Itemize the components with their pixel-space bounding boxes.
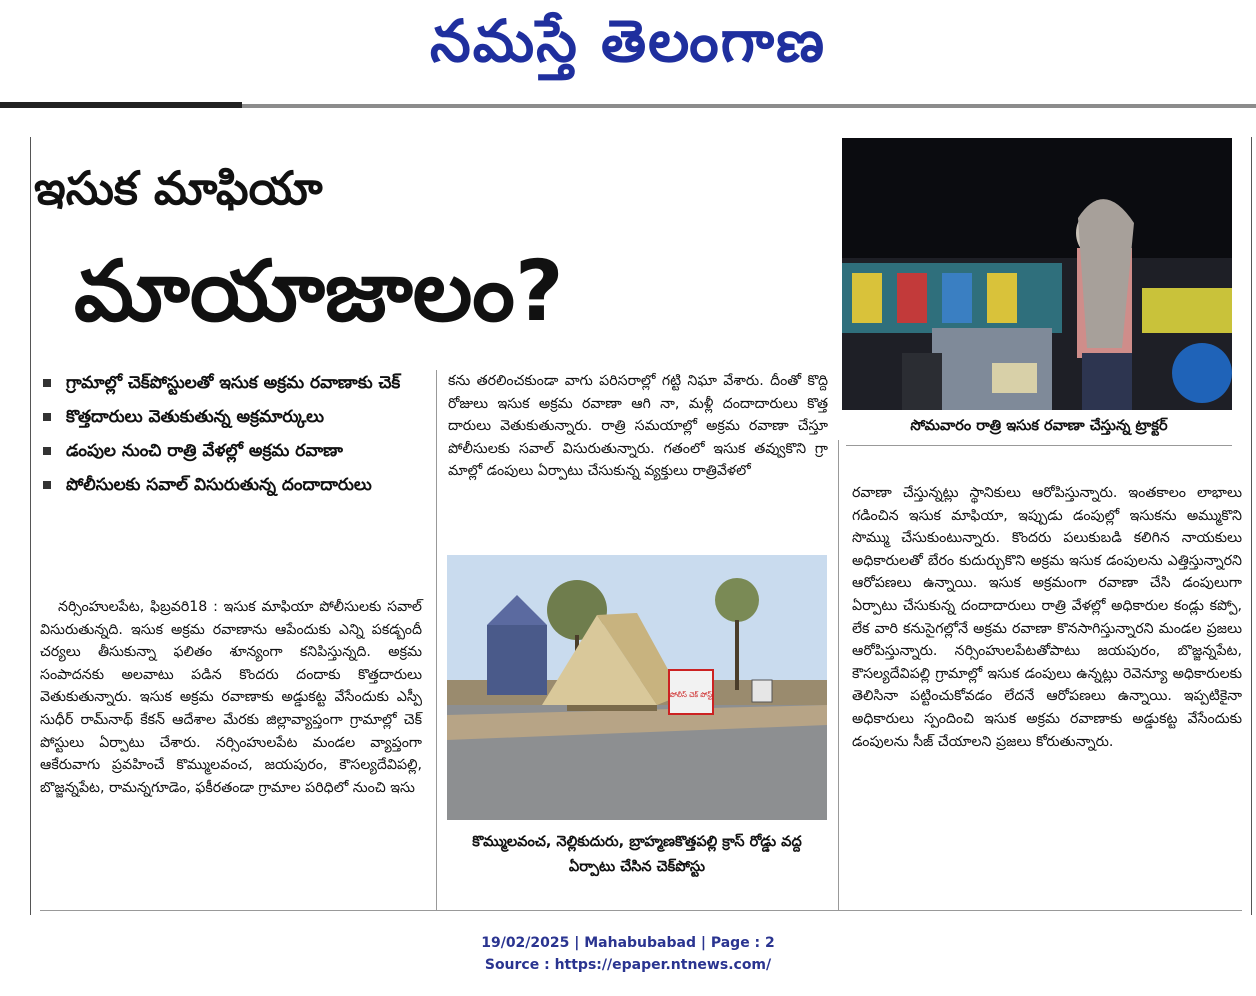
article-column-3 <box>852 482 1242 753</box>
tractor-illustration <box>842 138 1232 410</box>
checkpost-photo <box>447 555 827 820</box>
checkpost-photo-caption: కొమ్ములవంచ, నెల్లికుదురు, బ్రాహ్మణకొత్తపల్లి క్రాస్ రోడ్డు వద్ద ఏర్పాటు చేసిన చెక్‌పోస్టు <box>472 834 802 875</box>
tractor-photo-caption: సోమవారం రాత్రి ఇసుక రవాణా చేస్తున్న ట్రాక్టర్ <box>846 414 1232 446</box>
checkpost-illustration <box>447 555 827 820</box>
column-3-text: రవాణా చేస్తున్నట్లు స్థానికులు ఆరోపిస్తున్నారు. ఇంతకాలం లాభాలు గడించిన ఇసుక మాఫియా, ఇప్పుడు డంపుల్లో ఇసుకను అమ్ముకొని సొమ్ము చేసుకుంటున్నారు. కొందరు పలుకుబడి కలిగిన నాయకులు అధికారులతో బేరం కుదుర్చుకొని అక్రమ ఇసుక డంపులను ఎత్తిస్తున్నారని ఆరోపణలు ఉన్నాయి. ఇసుక అక్రమంగా రవాణా చేసి డంపులుగా ఏర్పాటు చేసుకున్న దందాదారులు రాత్రి వేళల్లో అధికారుల కండ్లు కప్పో, లేక వారి కనుసైగల్లోనే అక్రమ రవాణా కొనసాగిస్తున్నారని మండల ప్రజలు ఆరోపిస్తున్నారు. నర్సింహులపేటతోపాటు జయపురం, బొజ్జన్నపేట, కౌసల్యదేవిపల్లి గ్రామాల్లో ఇసుక డంపులు ఉన్నట్లు రెవెన్యూ అధికారులకు తెలిసినా పట్టించుకోవడం లేదనే ఆరోపణలు ఉన్నాయి. ఇప్పటికైనా అధికారులు స్పందించి ఇసుక అక్రమ రవాణాకు అడ్డుకట్ట వేసేందుకు డంపులను సీజ్ చేయాలని ప్రజలు కోరుతున్నారు. <box>852 485 1242 750</box>
column-divider <box>436 370 437 910</box>
article-column-1 <box>40 596 422 799</box>
column-divider <box>838 440 839 910</box>
article-column-2 <box>448 370 828 483</box>
bullet-item: డంపుల నుంచి రాత్రి వేళల్లో అక్రమ రవాణా <box>40 434 420 468</box>
article-headline: మాయాజాలం? <box>74 242 564 340</box>
tractor-photo <box>842 138 1232 410</box>
masthead-rule-gray <box>242 104 1256 108</box>
bullet-item: పోలీసులకు సవాల్ విసురుతున్న దందాదారులు <box>40 468 420 502</box>
checkpost-sign-text: పోలీస్ చెక్ పోస్ట్ <box>669 691 713 699</box>
column-2-text: కను తరలించకుండా వాగు పరిసరాల్లో గట్టి నిఘా వేశారు. దీంతో కొద్ది రోజులు ఇసుక అక్రమ రవాణా ఆగి నా, మళ్లీ దందాదారులు కొత్త దారులు వెతుకుతున్నారు. రాత్రి సమయాల్లో అక్రమ రవాణా చేస్తూ పోలీసులకు సవాల్ విసురుతున్నారు. గతంలో ఇసుక తవ్వుకొని గ్రా మాల్లో డంపులు ఏర్పాటు చేసుకున్న వ్యక్తులు రాత్రివేళలో <box>448 373 828 480</box>
article-kicker: ఇసుక మాఫియా <box>34 161 323 215</box>
bottom-rule <box>40 910 1242 911</box>
masthead-rule-dark <box>0 102 242 108</box>
column-1-text: నర్సింహులపేట, ఫిబ్రవరి18 : ఇసుక మాఫియా పోలీసులకు సవాల్ విసురుతున్నది. ఇసుక అక్రమ రవాణాను ఆపేందుకు ఎన్ని పకడ్బందీ చర్యలు తీసుకున్నా ఫలితం శూన్యంగా కనిపిస్తున్నది. అక్రమ సంపాదనకు అలవాటు పడిన కొందరు దందాకు కొత్తదారులు వెతుకుతున్నారు. ఇసుక అక్రమ రవాణాకు అడ్డుకట్ట వేసేందుకు ఎస్పీ సుధీర్ రామ్‌నాథ్ కేకన్ ఆదేశాల మేరకు జిల్లావ్యాప్తంగా గ్రామాల్లో చెక్ పోస్టులు ఏర్పాటు చేశారు. నర్సింహులపేట మండల వ్యాప్తంగా ఆకేరువాగు ప్రవహించే కొమ్ములవంచ, జయపురం, కౌసల్యదేవిపల్లి, బొజ్జన్నపేట, రామన్నగూడెం, ఫకీరతండా గ్రామాల పరిధిలో నుంచి ఇసు <box>40 599 422 796</box>
masthead-title: నమస్తే తెలంగాణ <box>430 7 826 75</box>
footer-source-line[interactable]: Source : https://epaper.ntnews.com/ <box>484 957 772 973</box>
bullet-list <box>40 366 420 502</box>
bullet-item: కొత్తదారులు వెతుకుతున్న అక్రమార్కులు <box>40 400 420 434</box>
masthead <box>0 0 1256 100</box>
footer-date-line: 19/02/2025 | Mahabubabad | Page : 2 <box>481 935 775 951</box>
bullet-item: గ్రామాల్లో చెక్‌పోస్టులతో ఇసుక అక్రమ రవాణాకు చెక్ <box>40 366 420 400</box>
